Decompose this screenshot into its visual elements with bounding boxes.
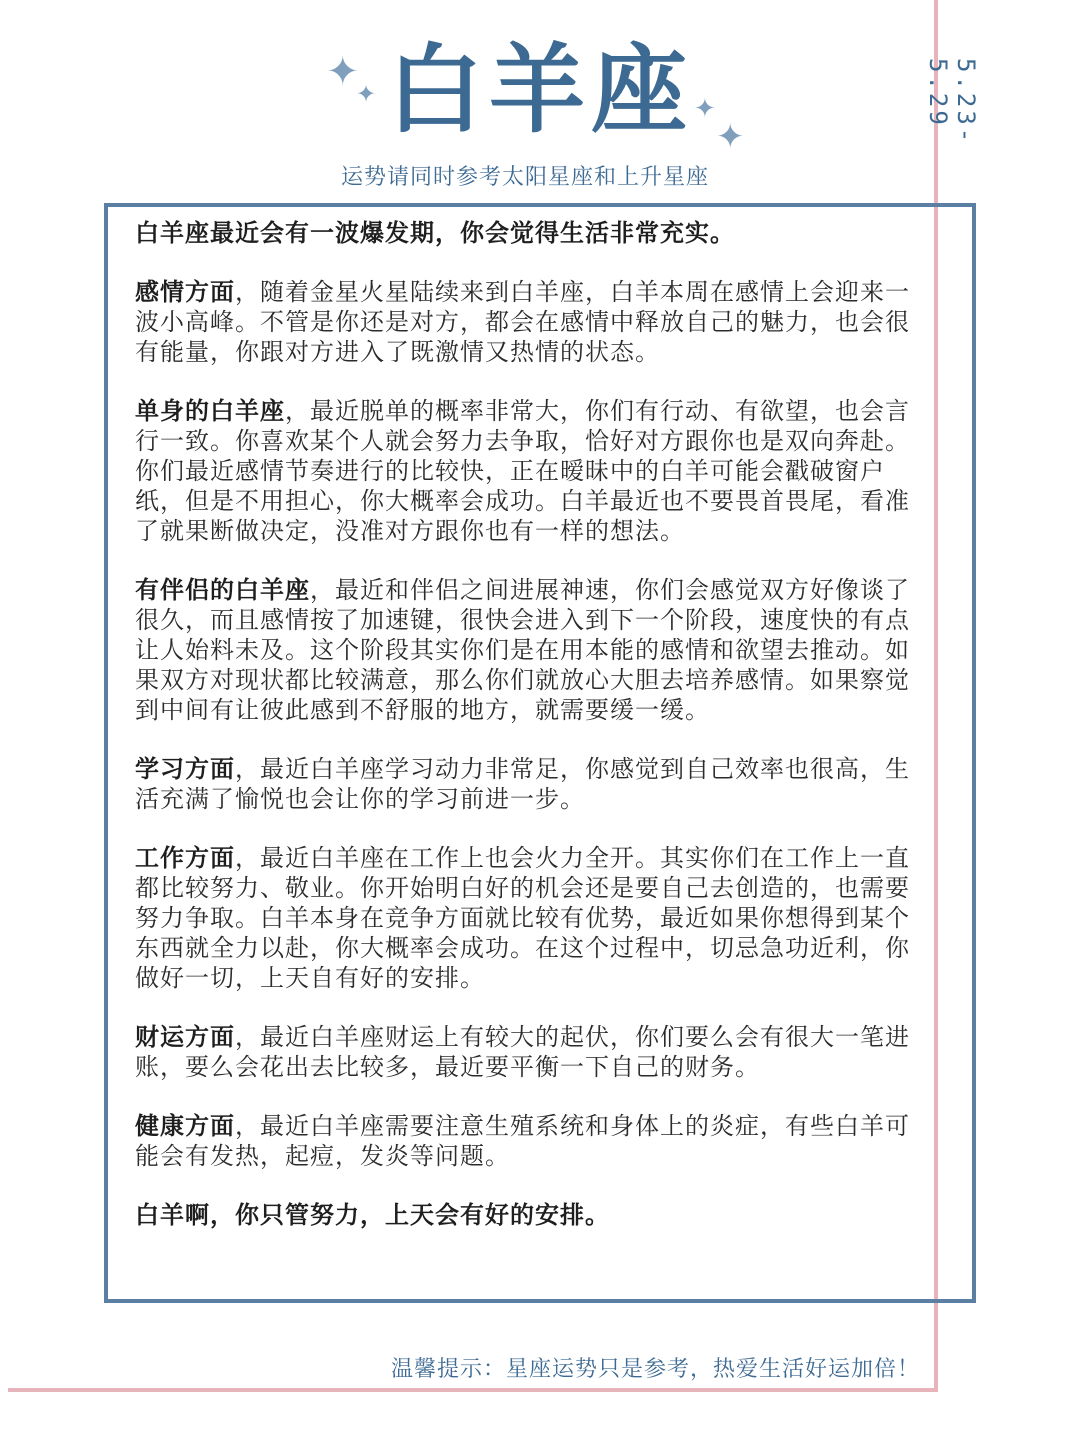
sparkle-icon: ✦ [716,117,745,157]
section-label: 学习方面 [135,755,235,783]
closing-text: 白羊啊，你只管努力，上天会有好的安排。 [135,1201,610,1229]
sparkle-icon: ✦ [356,80,377,108]
section-text: ，随着金星火星陆续来到白羊座，白羊本周在感情上会迎来一波小高峰。不管是你还是对方，都会在感情中释放自己的魅力，也会很有能量，你跟对方进入了既激情又热情的状态。 [135,278,910,366]
section-text: ，最近白羊座在工作上也会火力全开。其实你们在工作上一直都比较努力、敬业。你开始明白好的机会还是要自己去创造的，也需要努力争取。白羊本身在竞争方面就比较有优势，最近如果你想得到某个东西就全力以赴，你大概率会成功。在这个过程中，切忌急功近利，你做好一切，上天自有好的安排。 [135,844,910,992]
section-study [135,754,915,814]
closing-paragraph [135,1200,915,1230]
footer-tip: 温馨提示：星座运势只是参考，热爱生活好运加倍！ [390,1357,920,1382]
section-love [135,277,915,367]
section-text: ，最近白羊座需要注意生殖系统和身体上的炎症，有些白羊可能会有发热，起痘，发炎等问题。 [135,1112,910,1170]
section-text: ，最近白羊座学习动力非常足，你感觉到自己效率也很高，生活充满了愉悦也会让你的学习前进一步。 [135,755,910,813]
section-label: 工作方面 [135,844,235,872]
section-text: ，最近和伴侣之间进展神速，你们会感觉双方好像谈了很久，而且感情按了加速键，很快会进入到下一个阶段，速度快的有点让人始料未及。这个阶段其实你们是在用本能的感情和欲望去推动。如果双方对现状都比较满意，那么你们就放心大胆去培养感情。如果察觉到中间有让彼此感到不舒服的地方，就需要缓一缓。 [135,576,910,724]
intro-text: 白羊座最近会有一波爆发期，你会觉得生活非常充实。 [135,219,735,247]
section-single [135,396,915,546]
page-subtitle: 运势请同时参考太阳星座和上升星座 [340,165,709,190]
section-label: 感情方面 [135,278,235,306]
section-label: 单身的白羊座 [135,397,285,425]
section-label: 财运方面 [135,1023,235,1051]
pink-horizontal-line [8,1388,938,1392]
section-text: ，最近脱单的概率非常大，你们有行动、有欲望，也会言行一致。你喜欢某个人就会努力去争取，恰好对方跟你也是双向奔赴。你们最近感情节奏进行的比较快，正在暧昧中的白羊可能会戳破窗户纸，但是不用担心，你大概率会成功。白羊最近也不要畏首畏尾，看准了就果断做决定，没准对方跟你也有一样的想法。 [135,397,910,545]
page-title: 白羊座 [387,34,693,146]
horoscope-content [135,218,915,1259]
section-label: 有伴侣的白羊座 [135,576,310,604]
section-health [135,1111,915,1171]
section-text: ，最近白羊座财运上有较大的起伏，你们要么会有很大一笔进账，要么会花出去比较多，最近要平衡一下自己的财务。 [135,1023,910,1081]
sparkle-icon: ✦ [326,49,360,95]
date-range: 5.23-5.29 [924,58,980,146]
intro-paragraph [135,218,915,248]
sparkle-icon: ✦ [694,94,716,124]
section-work [135,843,915,993]
section-partnered [135,575,915,725]
section-label: 健康方面 [135,1112,235,1140]
section-wealth [135,1022,915,1082]
